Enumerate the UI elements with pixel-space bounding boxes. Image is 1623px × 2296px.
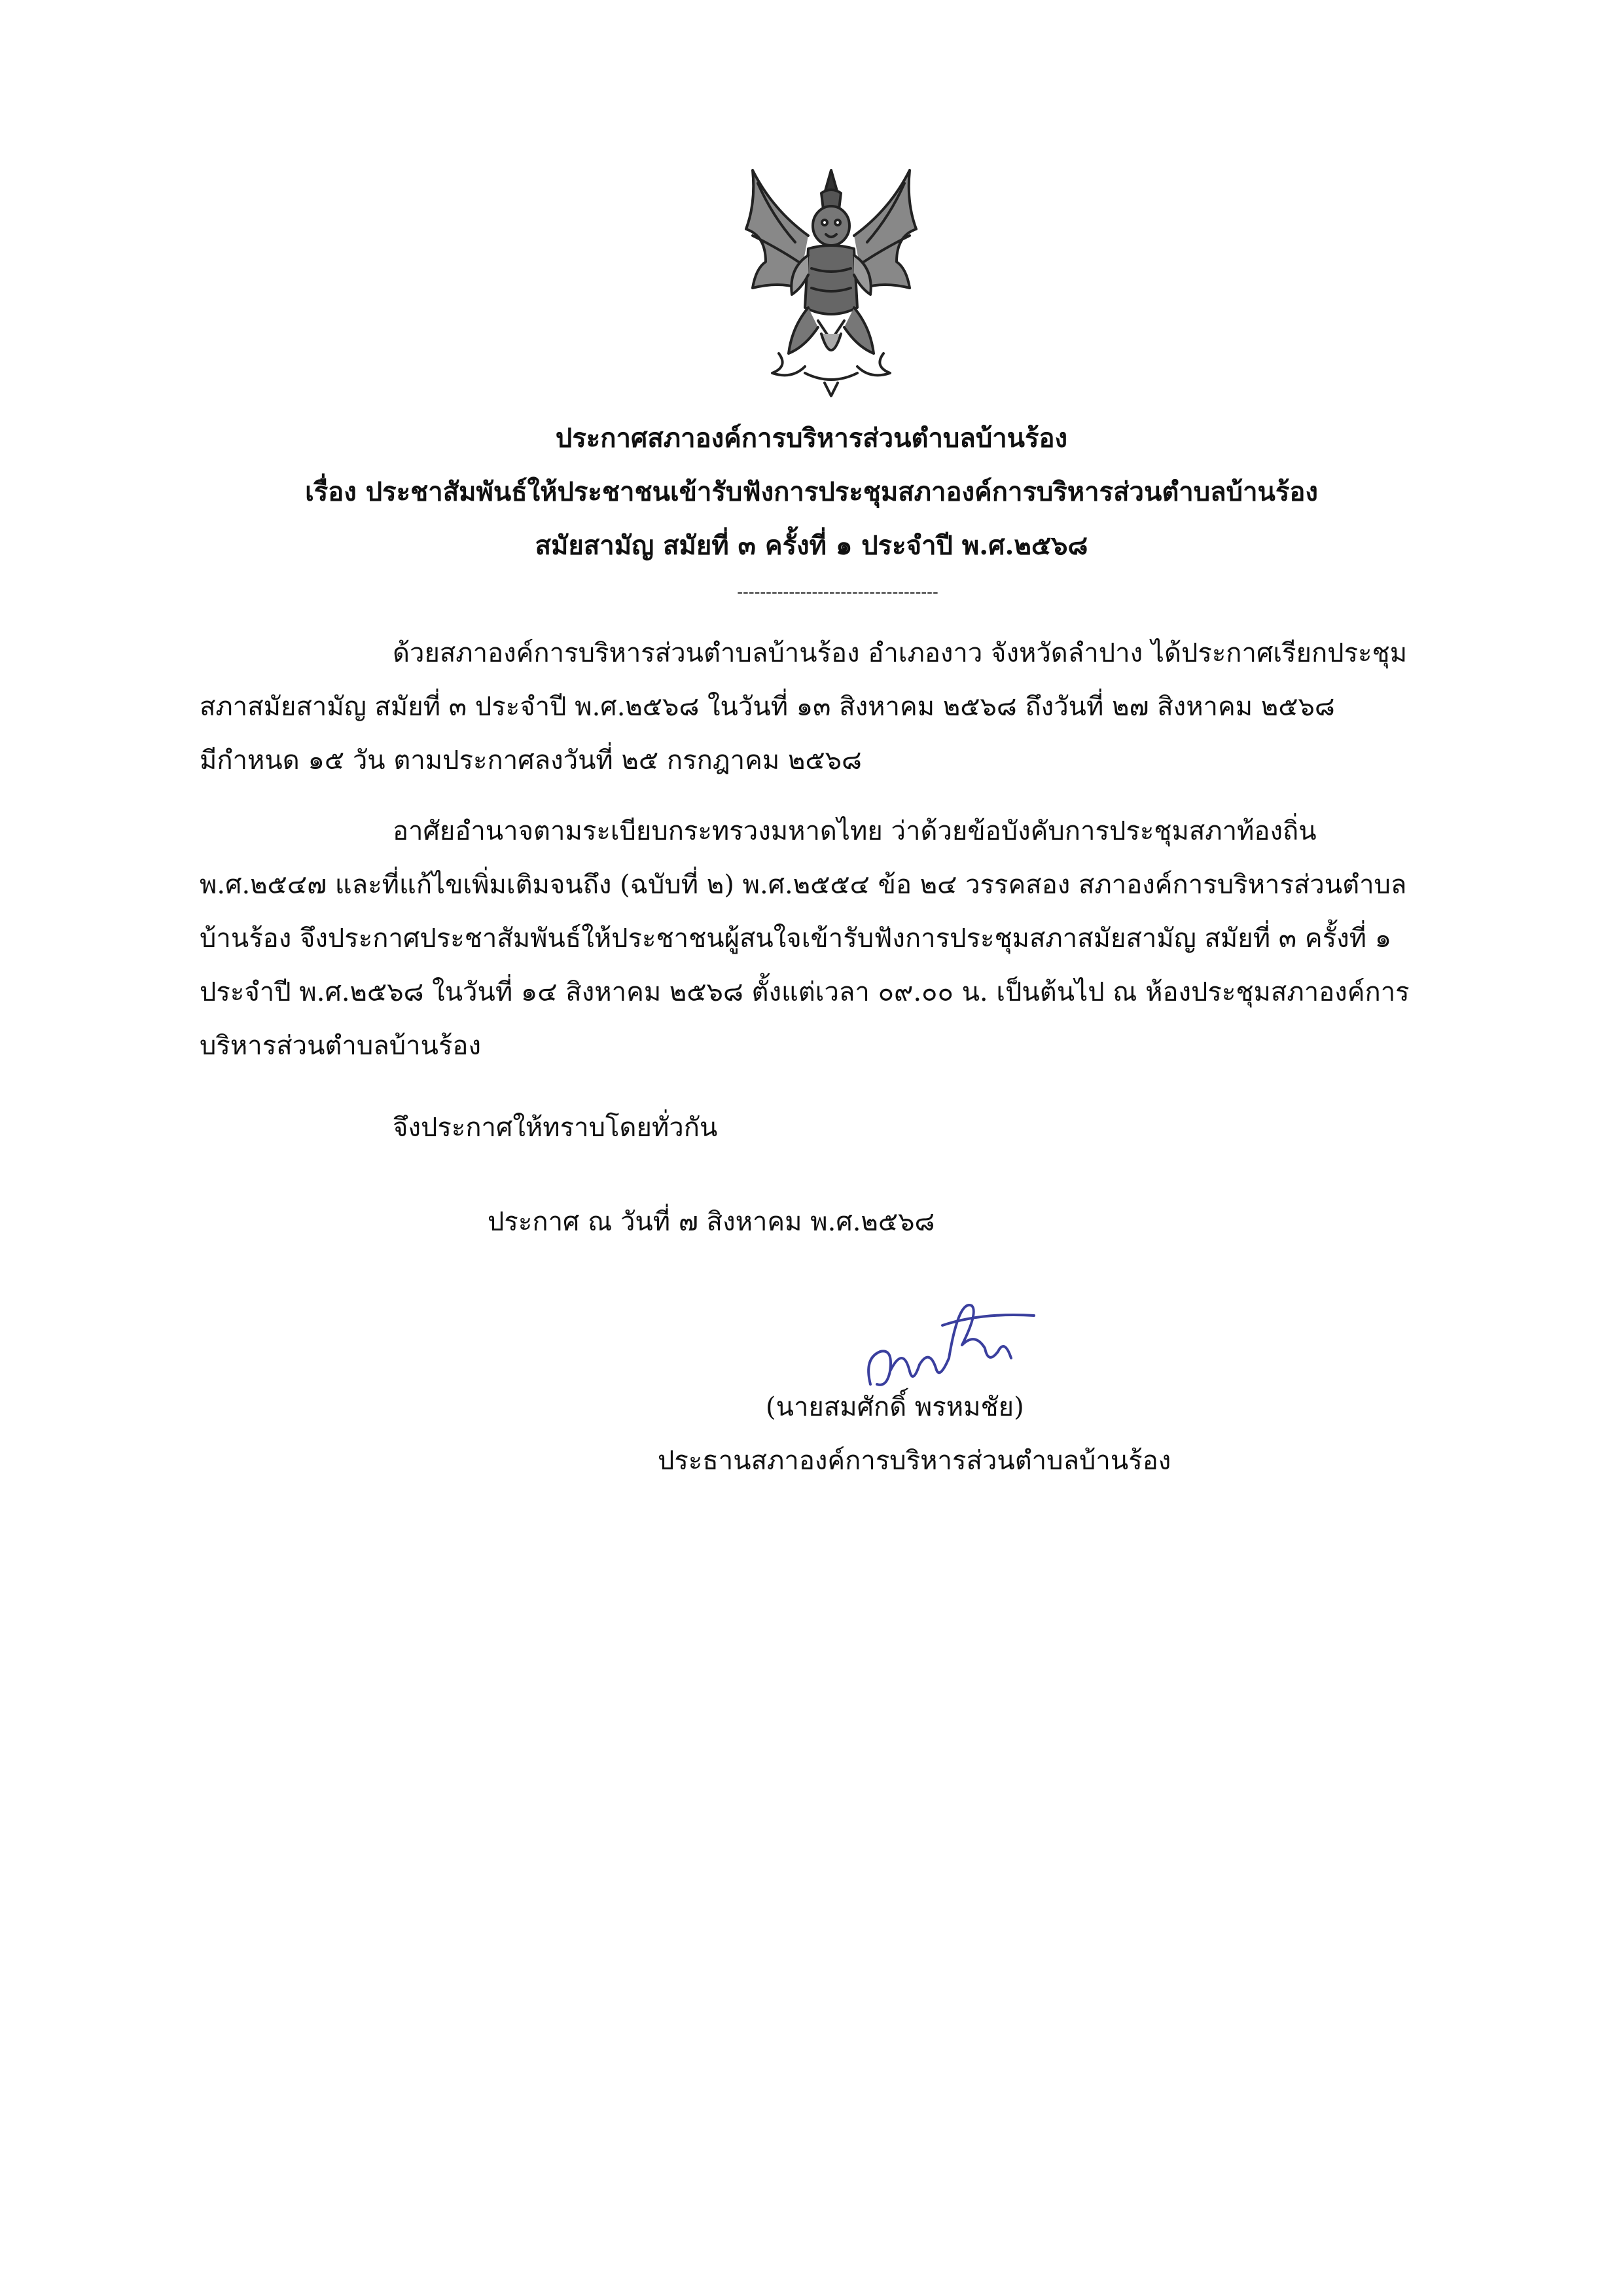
paragraph-2-line: บริหารส่วนตำบลบ้านร้อง bbox=[200, 1031, 481, 1061]
paragraph-1-line: ด้วยสภาองค์การบริหารส่วนตำบลบ้านร้อง อำเภองาว จังหวัดลำปาง ได้ประกาศเรียกประชุม bbox=[393, 638, 1408, 668]
announcement-title: ประกาศสภาองค์การบริหารส่วนตำบลบ้านร้อง bbox=[555, 423, 1068, 454]
title-divider: ----------------------------------- bbox=[737, 583, 938, 602]
paragraph-1-line: สภาสมัยสามัญ สมัยที่ ๓ ประจำปี พ.ศ.๒๕๖๘ ในวันที่ ๑๓ สิงหาคม ๒๕๖๘ ถึงวันที่ ๒๗ สิงหาคม ๒๕๖๘ bbox=[200, 692, 1335, 722]
signature-icon bbox=[844, 1286, 1041, 1404]
paragraph-2-line: พ.ศ.๒๕๔๗ และที่แก้ไขเพิ่มเติมจนถึง (ฉบับที่ ๒) พ.ศ.๒๕๕๔ ข้อ ๒๔ วรรคสอง สภาองค์การบริหารส่วนตำบล bbox=[200, 870, 1407, 900]
paragraph-2-line: ประจำปี พ.ศ.๒๕๖๘ ในวันที่ ๑๔ สิงหาคม ๒๕๖๘ ตั้งแต่เวลา ๐๙.๐๐ น. เป็นต้นไป ณ ห้องประชุมสภาองค์การ bbox=[200, 977, 1410, 1007]
signatory-position: ประธานสภาองค์การบริหารส่วนตำบลบ้านร้อง bbox=[658, 1446, 1171, 1476]
paragraph-2-line: อาศัยอำนาจตามระเบียบกระทรวงมหาดไทย ว่าด้วยข้อบังคับการประชุมสภาท้องถิ่น bbox=[393, 816, 1317, 846]
closing-statement: จึงประกาศให้ทราบโดยทั่วกัน bbox=[393, 1113, 718, 1143]
announcement-date: ประกาศ ณ วันที่ ๗ สิงหาคม พ.ศ.๒๕๖๘ bbox=[488, 1207, 935, 1237]
signatory-name: (นายสมศักดิ์ พรหมชัย) bbox=[766, 1392, 1024, 1422]
garuda-emblem-icon bbox=[726, 157, 936, 399]
paragraph-2-line: บ้านร้อง จึงประกาศประชาสัมพันธ์ให้ประชาชนผู้สนใจเข้ารับฟังการประชุมสภาสมัยสามัญ สมัยที่ ๓ ครั้งที่ ๑ bbox=[200, 924, 1392, 954]
paragraph-1-line: มีกำหนด ๑๕ วัน ตามประกาศลงวันที่ ๒๕ กรกฎาคม ๒๕๖๘ bbox=[200, 745, 862, 776]
announcement-session: สมัยสามัญ สมัยที่ ๓ ครั้งที่ ๑ ประจำปี พ.ศ.๒๕๖๘ bbox=[535, 530, 1088, 561]
announcement-subject: เรื่อง ประชาสัมพันธ์ให้ประชาชนเข้ารับฟังการประชุมสภาองค์การบริหารส่วนตำบลบ้านร้อง bbox=[305, 476, 1318, 507]
